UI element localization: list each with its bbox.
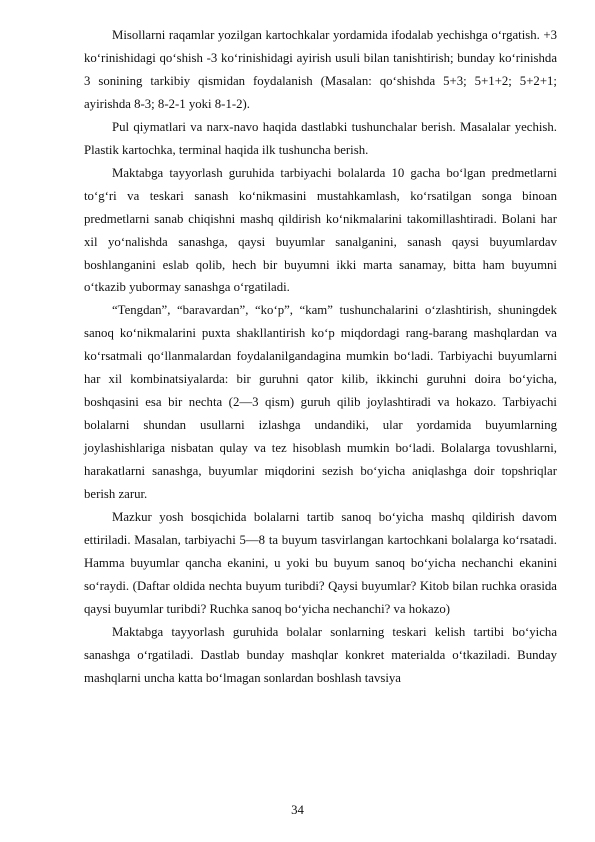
page-number: 34 [291,803,304,817]
paragraph: Misollarni raqamlar yozilgan kartochkalar yordamida ifodalab yechishga o‘rgatish. +3 ko‘rinishidagi qo‘shish -3 ko‘rinishidagi ayirish usuli bilan tanishtirish; bunday ko‘rinishda 3 sonining tarkibiy qismidan foydalanish (Masalan: qo‘shishda 5+3; 5+1+2; 5+2+1; ayirishda 8-3; 8-2-1 yoki 8-1-2). [84,28,557,111]
paragraph: Maktabga tayyorlash guruhida tarbiyachi bolalarda 10 gacha bo‘lgan predmetlarni to‘g‘ri va teskari sanash ko‘nikmasini mustahkamlash, ko‘rsatilgan songa binoan predmetlarni sanab chiqishni mashq qildirish ko‘nikmalarini takomillashtiradi. Bolani har xil yo‘nalishda sanashga, qaysi buyumlar sanalganini, sanash qaysi buyumlardav boshlanganini eslab qolib, hech bir buyumni ikki marta sanamay, bitta ham buyumni o‘tkazib yubormay sanashga o‘rgatiladi. [84,165,557,295]
document-body [84,24,557,690]
paragraph: Mazkur yosh bosqichida bolalarni tartib sanoq bo‘yicha mashq qildirish davom ettiriladi. Masalan, tarbiyachi 5—8 ta buyum tasvirlangan kartochkani bolalarga ko‘rsatadi. Hamma buyumlar qancha ekanini, u yoki bu buyum sanoq bo‘yicha nechanchi ekanini so‘raydi. (Daftar oldida nechta buyum turibdi? Qaysi buyumlar? Kitob bilan ruchka orasida qaysi buyumlar turibdi? Ruchka sanoq bo‘yicha nechanchi? va hokazo) [84,510,557,616]
paragraph: “Tengdan”, “baravardan”, “ko‘p”, “kam” tushunchalarini o‘zlashtirish, shuningdek sanoq ko‘nikmalarini puxta shakllantirish ko‘p miqdordagi rang-barang mashqlardan va ko‘rsatmali qo‘llanmalardan foydalanilgandagina mumkin bo‘ladi. Tarbiyachi buyumlarni har xil kombinatsiyalarda: bir guruhni qator kilib, ikkinchi guruhni doira bo‘yicha, boshqasini esa bir nechta (2—3 qism) guruh qilib joylashtiradi va hokazo. Tarbiyachi bolalarni shundan usullarni izlashga undandiki, ular yordamida buyumlarning joylashishlariga nisbatan qulay va tez hisoblash mumkin bo‘ladi. Bolalarga tovushlarni, harakatlarni sanashga, buyumlar miqdorini sezish bo‘yicha aniqlashga doir topshriqlar berish zarur. [84,303,557,502]
paragraph: Maktabga tayyorlash guruhida bolalar sonlarning teskari kelish tartibi bo‘yicha sanashga o‘rgatiladi. Dastlab bunday mashqlar konkret materialda o‘tkaziladi. Bunday mashqlarni uncha katta bo‘lmagan sonlardan boshlash tavsiya [84,624,557,685]
paragraph: Pul qiymatlari va narx-navo haqida dastlabki tushunchalar berish. Masalalar yechish. Plastik kartochka, terminal haqida ilk tushuncha berish. [84,119,557,157]
